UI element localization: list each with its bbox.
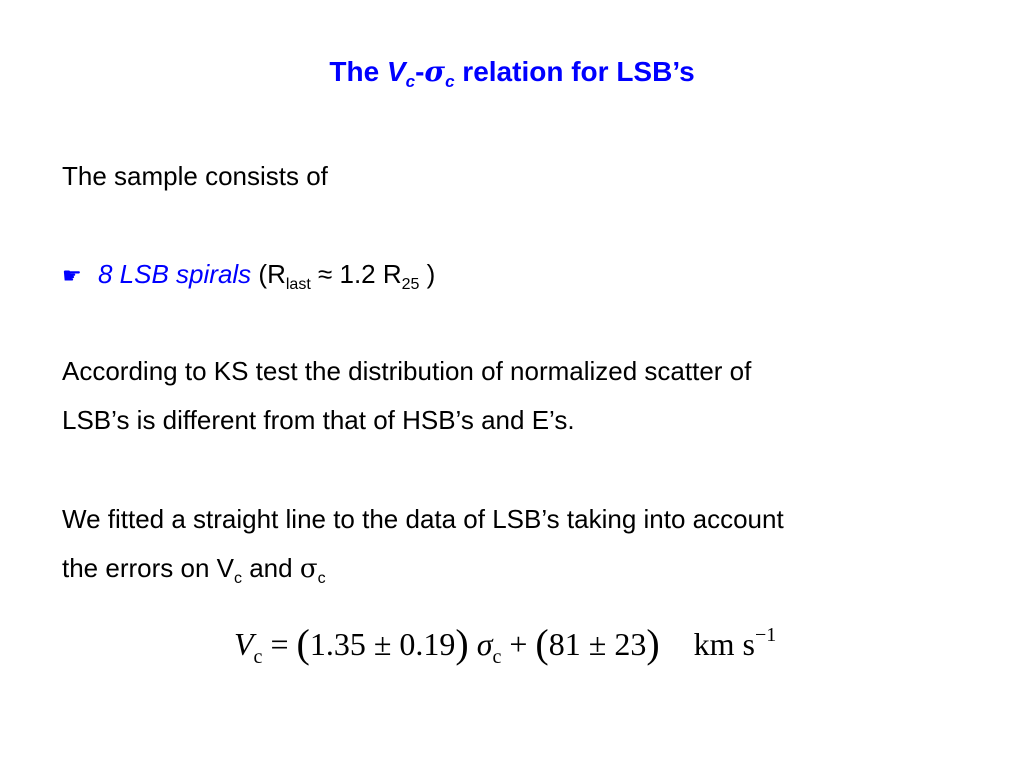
para2-v-sub: c bbox=[233, 570, 242, 587]
pointing-hand-icon: ☛ bbox=[62, 263, 82, 288]
para2-prefix: the errors on V bbox=[62, 553, 234, 583]
eq-intercept: 81 ± 23 bbox=[548, 626, 647, 662]
eq-slope: 1.35 ± 0.19 bbox=[309, 626, 456, 662]
bullet-paren-close: ) bbox=[419, 259, 436, 289]
title-v-sub: c bbox=[405, 72, 416, 91]
eq-unit: km s bbox=[693, 626, 755, 662]
eq-equals: = bbox=[262, 626, 297, 662]
title-suffix: relation for LSB’s bbox=[454, 56, 695, 87]
title-dash: - bbox=[415, 56, 425, 87]
eq-sigma-sub: c bbox=[492, 646, 502, 668]
bullet-item bbox=[62, 258, 435, 292]
eq-sigma: σ bbox=[468, 626, 493, 662]
eq-open-paren-2: ( bbox=[535, 621, 549, 666]
title-v: V bbox=[386, 56, 406, 87]
eq-close-paren-1: ) bbox=[455, 621, 469, 666]
eq-close-paren-2: ) bbox=[646, 621, 660, 666]
para2-line1: We fitted a straight line to the data of LSB’s taking into account bbox=[62, 504, 784, 534]
slide-title bbox=[0, 54, 1024, 90]
para1-line1: According to KS test the distribution of normalized scatter of bbox=[62, 356, 752, 386]
eq-open-paren-1: ( bbox=[296, 621, 310, 666]
bullet-paren-open: (R bbox=[251, 259, 286, 289]
bullet-approx: ≈ 1.2 R bbox=[310, 259, 402, 289]
eq-v-sub: c bbox=[253, 646, 263, 668]
para2-sigma-sub: c bbox=[317, 570, 326, 587]
para1-line2: LSB’s is different from that of HSB’s and E’s. bbox=[62, 405, 575, 435]
title-prefix: The bbox=[329, 56, 387, 87]
eq-plus: + bbox=[501, 626, 536, 662]
para2-line2 bbox=[62, 552, 326, 585]
eq-v: V bbox=[234, 626, 254, 662]
para2-and: and bbox=[241, 553, 300, 583]
title-sigma-sub: c bbox=[445, 72, 455, 91]
bullet-label: 8 LSB spirals bbox=[98, 259, 252, 289]
intro-text: The sample consists of bbox=[62, 161, 328, 191]
para2-sigma: σ bbox=[299, 554, 318, 584]
title-sigma: σ bbox=[424, 55, 446, 88]
eq-unit-exp: −1 bbox=[754, 624, 777, 646]
fit-equation bbox=[234, 622, 776, 666]
r-last-sub: last bbox=[285, 276, 311, 293]
r25-sub: 25 bbox=[401, 276, 420, 293]
